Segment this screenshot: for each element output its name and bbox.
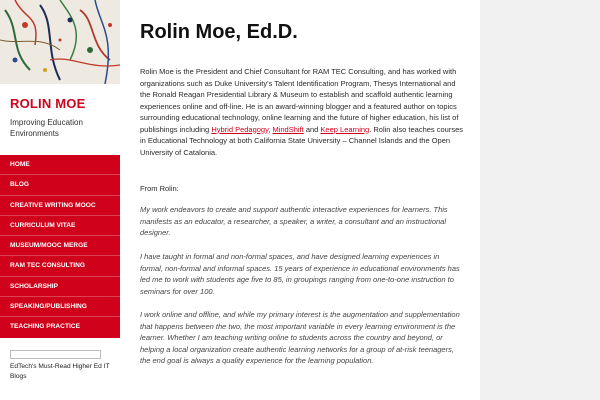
right-margin-background [480, 0, 600, 400]
link-hybrid-pedagogy[interactable]: Hybrid Pedagogy [211, 124, 269, 134]
quote-paragraph-2: I have taught in formal and non-formal spaces, and have designed learning experiences in formal, non-formal and informal spaces. 15 years of experience in educational environments has led me to work with students age five to 85, in groupings ranging from one-to-one instruction to seminars for over 100. [140, 252, 460, 296]
nav-item-curriculum-vitae[interactable]: CURRICULUM VITAE [0, 216, 120, 236]
link-keep-learning[interactable]: Keep Learning [320, 124, 370, 134]
main-content [120, 0, 480, 400]
nav-item-creative-writing-mooc[interactable]: CREATIVE WRITING MOOC [0, 196, 120, 216]
sidebar [0, 0, 120, 400]
intro-separator-2: and [303, 124, 321, 134]
page-title: Rolin Moe, Ed.D. [140, 21, 298, 43]
nav-item-home[interactable]: HOME [0, 155, 120, 175]
nav-item-scholarship[interactable]: SCHOLARSHIP [0, 277, 120, 297]
nav-item-teaching-practice[interactable]: TEACHING PRACTICE [10, 323, 80, 331]
header-artwork-image [0, 0, 120, 84]
nav-item-blog[interactable]: BLOG [0, 175, 120, 195]
widget-link-text[interactable]: EdTech's Must-Read Higher Ed IT Blogs [10, 363, 110, 380]
nav-item-ram-tec-consulting[interactable]: RAM TEC CONSULTING [0, 256, 120, 276]
quote-paragraph-3: I work online and offline, and while my primary interest is the augmentation and supplementation that happens between the two, the most important variable in every learning environment is the learner. Whether I am teaching writing online to students across the country and beyond, or helping a local organization create authentic learning networks for a group of at-risk teenagers, the end goal is always a quality experience for the learning population. [140, 310, 460, 365]
main-navigation [0, 155, 120, 338]
nav-item-speaking-publishing[interactable]: SPEAKING/PUBLISHING [0, 297, 120, 317]
intro-separator-1: , [268, 124, 273, 134]
site-description: Improving Education Environments [10, 118, 83, 138]
widget-badge-box [10, 350, 101, 359]
intro-text-part2: . Rolin also teaches courses in Educational Technology at both California State University – Channel Islands and the Open University of Catalonia. [140, 124, 464, 157]
from-label: From Rolin: [140, 184, 179, 193]
intro-text-part1: Rolin Moe is the President and Chief Consultant for RAM TEC Consulting, and has worked with organizations such as Duke University's Talent Identification Program, Thesys International and the Ronald Reagan Presidential Library & Museum to establish and scaffold authentic learning experiences online and off-line. He is an award-winning blogger and a featured author on topics surrounding educational technology, online learning and the future of higher education, his list of publishings including [140, 67, 459, 134]
link-mindshift[interactable]: MindShift [272, 124, 304, 134]
quote-paragraph-1: My work endeavors to create and support authentic interactive experiences for learners. This manifests as an educator, a researcher, a speaker, a writer, a consultant and an instructional designer. [140, 205, 448, 237]
paint-splatter-art [0, 0, 120, 84]
site-title[interactable]: ROLIN MOE [10, 96, 86, 111]
intro-paragraph [140, 66, 464, 158]
nav-item-museum-mooc-merge[interactable]: MUSEUM/MOOC MERGE [0, 236, 120, 256]
